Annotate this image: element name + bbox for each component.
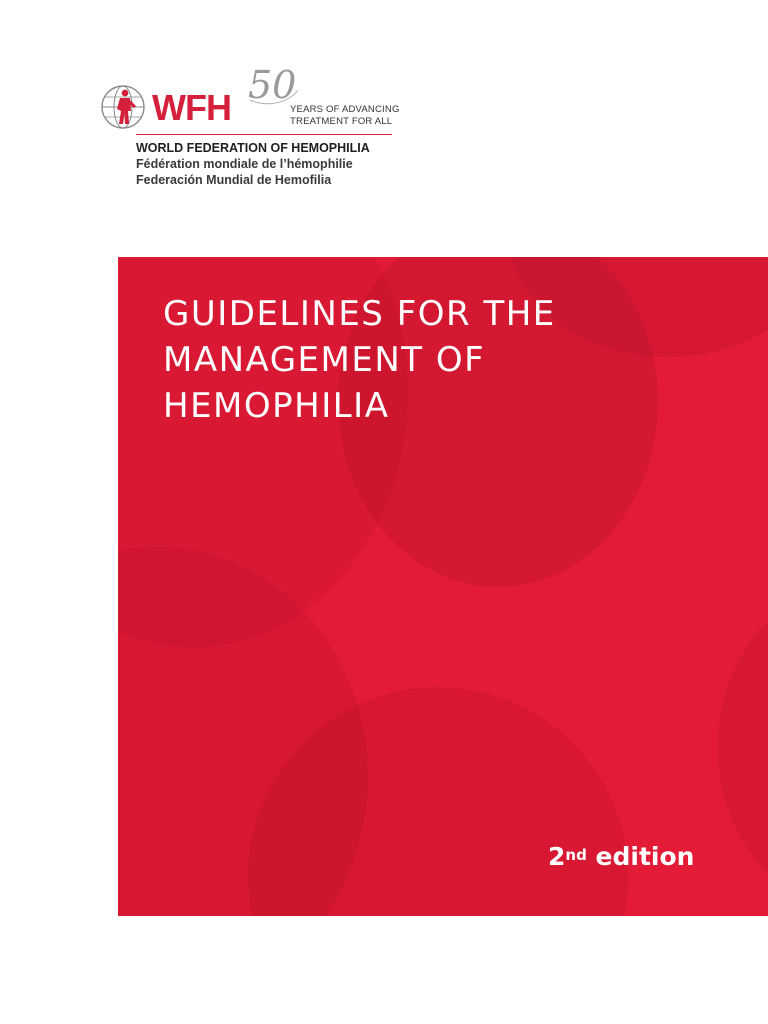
wfh-wordmark: WFH bbox=[152, 87, 231, 128]
anniversary-number: 50 bbox=[248, 63, 297, 107]
org-name-spanish: Federación Mundial de Hemofilia bbox=[136, 173, 332, 187]
tagline-line-2: TREATMENT FOR ALL bbox=[290, 116, 393, 127]
edition-word: edition bbox=[586, 842, 695, 871]
wfh-logo bbox=[100, 60, 410, 200]
title-line-1: GUIDELINES FOR THE bbox=[163, 294, 556, 334]
globe-figure-icon bbox=[100, 84, 146, 130]
cover-panel bbox=[118, 257, 768, 916]
decorative-circle bbox=[718, 587, 768, 907]
edition-label bbox=[548, 842, 694, 872]
fifty-years-mark bbox=[240, 60, 302, 108]
edition-number: 2 bbox=[548, 842, 566, 871]
tagline-line-1: YEARS OF ADVANCING bbox=[290, 104, 400, 115]
org-name-english: WORLD FEDERATION OF HEMOPHILIA bbox=[136, 141, 370, 155]
title-line-2: MANAGEMENT OF bbox=[163, 340, 486, 380]
title-line-3: HEMOPHILIA bbox=[163, 386, 390, 426]
cover-title bbox=[163, 291, 643, 429]
org-name-french: Fédération mondiale de l’hémophilie bbox=[136, 157, 353, 171]
anniversary-tagline bbox=[290, 104, 400, 128]
edition-suffix: nd bbox=[565, 846, 587, 864]
logo-divider bbox=[136, 134, 392, 135]
